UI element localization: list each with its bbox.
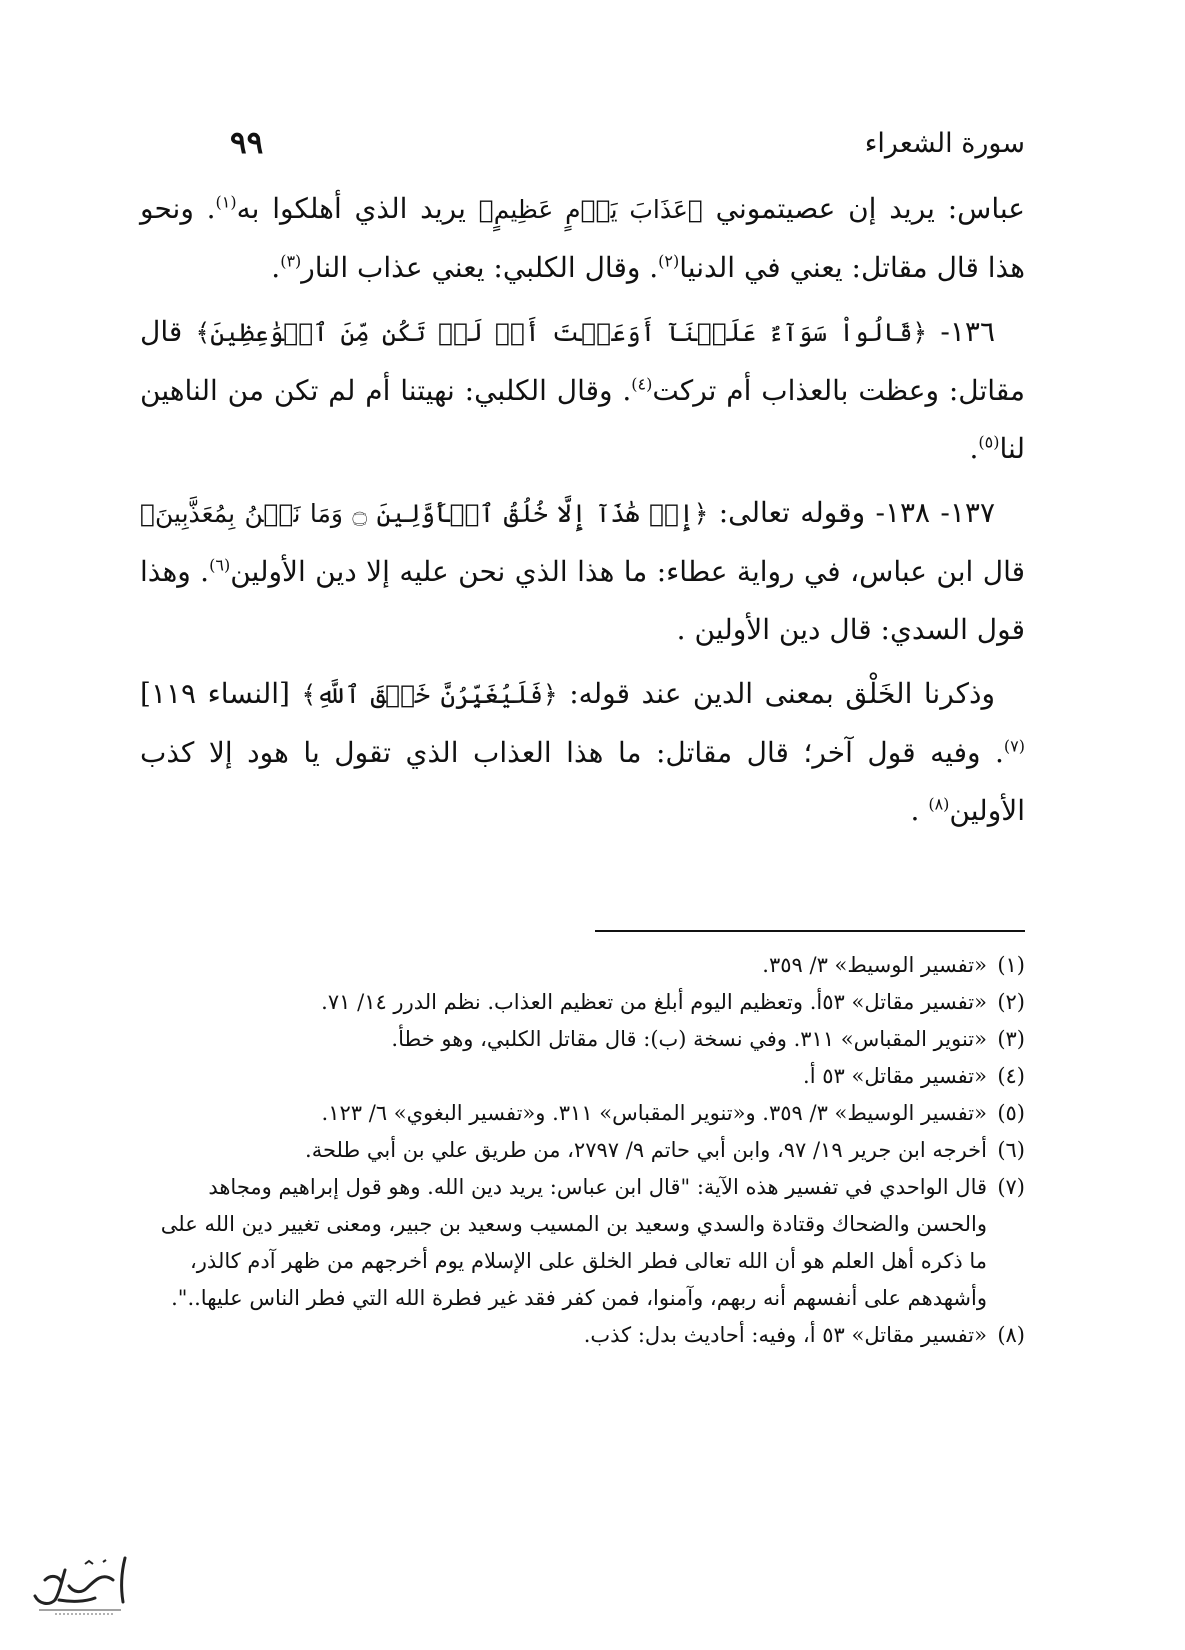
text-run: . وقال الكلبي: نهيتنا أم لم تكن من الناهين لنا <box>140 374 1025 465</box>
footnote-ref-7[interactable]: (٧) <box>1003 736 1025 756</box>
footnote-ref-2[interactable]: (٢) <box>658 251 680 271</box>
text-run: . وهذا قول السدي: قال دين الأولين . <box>140 555 1025 646</box>
footnote-number: (٨) <box>997 1323 1025 1347</box>
footnote <box>140 947 1025 984</box>
footnote-text: قال الواحدي في تفسير هذه الآية: "قال ابن عباس: يريد دين الله. وهو قول إبراهيم ومجاهد والحسن والضحاك وقتادة والسدي وسعيد بن المسيب وسعيد بن جبير، ومعنى تغيير دين الله على ما ذكره أهل العلم هو أن الله تعالى فطر الخلق على الإسلام يوم أخرجهم من ظهر آدم كالذر، وأشهدهم على أنفسهم أنه ربهم، وآمنوا، فمن كفر فقد غير فطرة الله التي فطر الناس عليها..". <box>160 1175 987 1310</box>
footnote-number: (٢) <box>997 990 1025 1014</box>
almostaha-calligraphy-logo-icon <box>25 1550 135 1620</box>
quran-verse: ﴿عَذَابَ يَوۡمٍ عَظِيمٍ﴾ <box>478 195 703 224</box>
footnote <box>140 1169 1025 1317</box>
footnote-text: «تفسير الوسيط» ٣/ ٣٥٩. <box>762 953 987 977</box>
footnote-text: «تنوير المقباس» ٣١١. وفي نسخة (ب): قال مقاتل الكلبي، وهو خطأ. <box>391 1027 987 1051</box>
text-run: . <box>969 432 979 465</box>
text-run: وذكرنا الخَلْق بمعنى الدين عند قوله: <box>557 677 995 710</box>
verse-number: ١٣٧- ١٣٨- وقوله تعالى: <box>708 496 995 529</box>
verse-number: ١٣٦- <box>927 315 995 348</box>
paragraph-3 <box>140 484 1025 659</box>
footnote <box>140 1132 1025 1169</box>
footnote-ref-1[interactable]: (١) <box>215 192 237 212</box>
footnote-ref-5[interactable]: (٥) <box>978 432 1000 452</box>
logo-drawing <box>25 1550 135 1620</box>
quran-verse: ﴿قَالُواْ سَوَآءٌ عَلَيۡنَآ أَوَعَظۡتَ أَمۡ لَمۡ تَكُن مِّنَ ٱلۡوَٰعِظِينَ﴾ <box>195 318 928 347</box>
text-run: قال مقاتل: وعظت بالعذاب أم تركت <box>140 315 1025 407</box>
quran-verse: ﴿إِنۡ هَٰذَآ إِلَّا خُلُقُ ٱلۡأَوَّلِينَ ۝ وَمَا نَحۡنُ بِمُعَذَّبِينَ﴾ <box>140 499 709 528</box>
footnote-number: (٤) <box>997 1064 1025 1088</box>
footnote <box>140 1095 1025 1132</box>
text-run: . وفيه قول آخر؛ قال مقاتل: ما هذا العذاب الذي تقول يا هود إلا كذب الأولين <box>140 736 1025 827</box>
footnote-ref-8[interactable]: (٨) <box>928 794 950 814</box>
text-run: . <box>910 794 929 827</box>
text-run: يريد الذي أهلكوا به <box>236 192 479 225</box>
quran-verse: ﴿فَلَيُغَيِّرُنَّ خَلۡقَ ٱللَّهِ﴾ <box>301 680 558 709</box>
footnote <box>140 1317 1025 1354</box>
paragraph-1 <box>140 180 1025 297</box>
surah-title: سورة الشعراء <box>864 127 1025 159</box>
text-run: عباس: يريد إن عصيتموني <box>702 192 1026 225</box>
footnote <box>140 1021 1025 1058</box>
footnote-text: «تفسير الوسيط» ٣/ ٣٥٩. و«تنوير المقباس» ٣١١. و«تفسير البغوي» ٦/ ١٢٣. <box>321 1101 987 1125</box>
paragraph-2 <box>140 303 1025 478</box>
text-run: . <box>271 251 281 284</box>
page-number: ٩٩ <box>230 125 264 161</box>
footnote-number: (٦) <box>997 1138 1025 1162</box>
text-run: قال ابن عباس، في رواية عطاء: ما هذا الذي نحن عليه إلا دين الأولين <box>230 555 1025 588</box>
footnote-ref-6[interactable]: (٦) <box>209 555 231 575</box>
footnote-text: «تفسير مقاتل» ٥٣أ. وتعظيم اليوم أبلغ من تعظيم العذاب. نظم الدرر ١٤/ ٧١. <box>321 990 987 1014</box>
footnote-text: «تفسير مقاتل» ٥٣ أ. <box>803 1064 987 1088</box>
footnote-ref-3[interactable]: (٣) <box>280 251 302 271</box>
footnote-number: (٥) <box>997 1101 1025 1125</box>
main-text <box>140 180 1025 840</box>
text-run: . ونحو هذا قال مقاتل: يعني في الدنيا <box>140 192 1025 284</box>
text-run: . وقال الكلبي: يعني عذاب النار <box>301 251 659 284</box>
page-header <box>230 118 1025 168</box>
footnote-number: (٣) <box>997 1027 1025 1051</box>
text-run: [النساء ١١٩] <box>140 677 302 710</box>
footnote-text: «تفسير مقاتل» ٥٣ أ، وفيه: أحاديث بدل: كذب. <box>583 1323 987 1347</box>
footnote-text: أخرجه ابن جرير ١٩/ ٩٧، وابن أبي حاتم ٩/ ٢٧٩٧، من طريق علي بن أبي طلحة. <box>305 1138 987 1162</box>
footnote <box>140 1058 1025 1095</box>
footnote <box>140 984 1025 1021</box>
paragraph-4 <box>140 665 1025 840</box>
footnote-divider <box>595 930 1025 932</box>
footnote-number: (١) <box>997 953 1025 977</box>
footnote-number: (٧) <box>997 1175 1025 1199</box>
footnote-ref-4[interactable]: (٤) <box>631 374 653 394</box>
footnotes <box>140 947 1025 1354</box>
